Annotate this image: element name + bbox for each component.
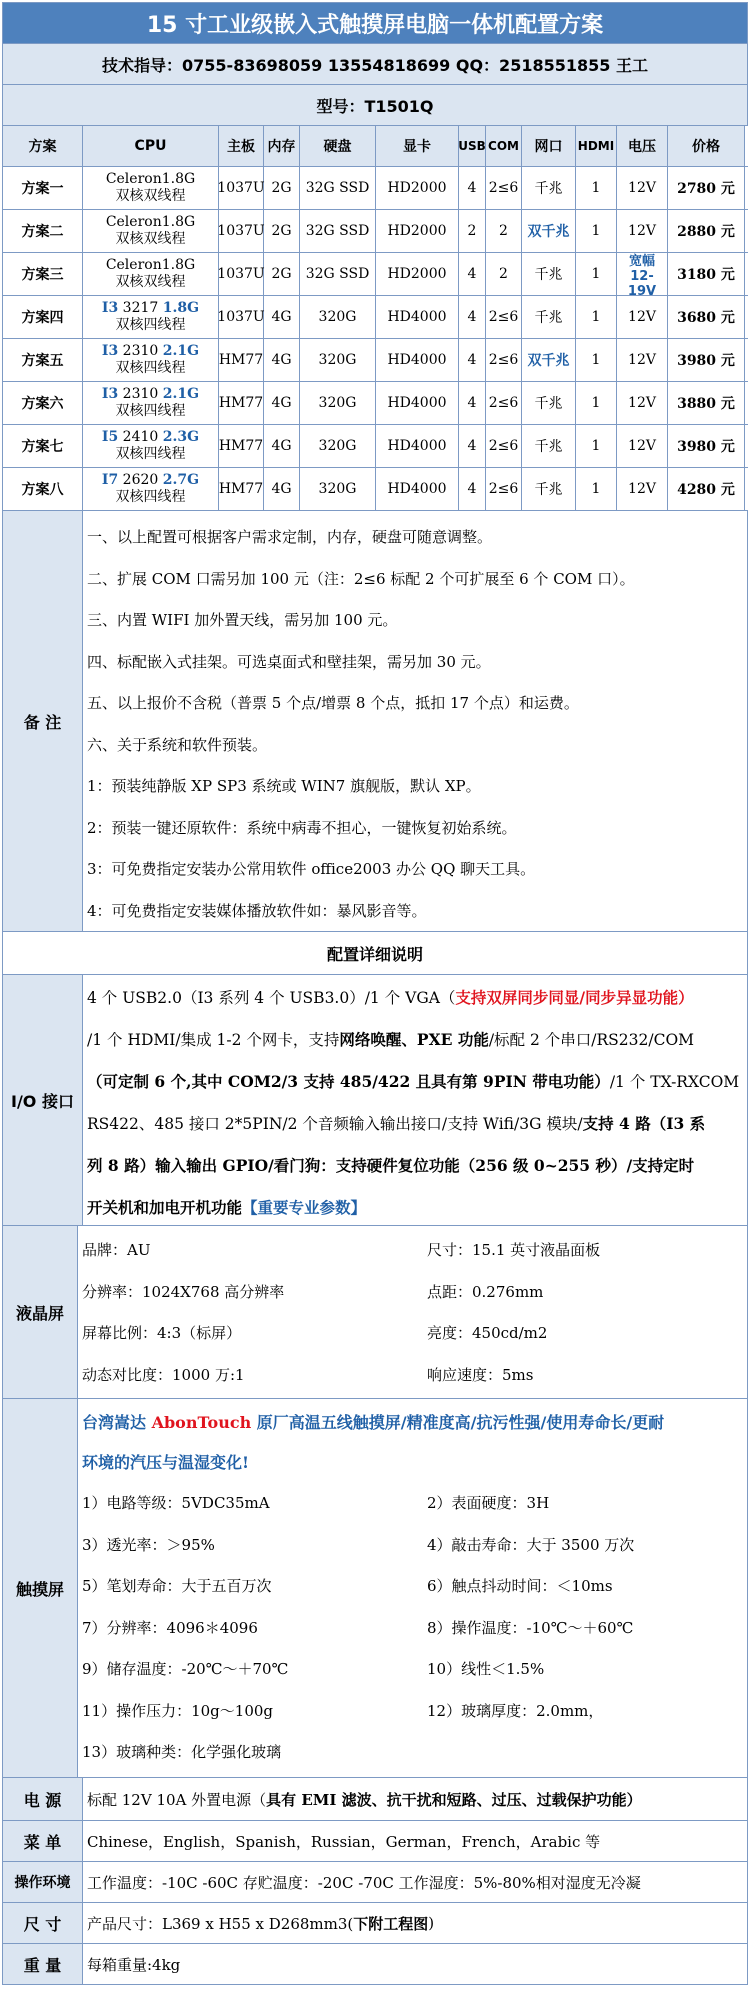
notes-list xyxy=(83,511,748,931)
env-text: 工作温度：-10C -60C 存贮温度：-20C -70C 工作湿度：5%-80%相对湿度无冷凝 xyxy=(83,1862,748,1902)
com-value: 2 xyxy=(486,210,522,252)
lan-value: 双千兆 xyxy=(522,210,576,252)
gpu-value: HD2000 xyxy=(376,210,459,252)
table-row xyxy=(3,425,748,468)
header-cpu: CPU xyxy=(83,126,219,166)
cpu-cell xyxy=(83,382,219,424)
lan-value: 千兆 xyxy=(522,296,576,338)
io-text-3-end: /1 个 TX-RXCOM xyxy=(609,1073,740,1091)
disk-value: 320G xyxy=(300,296,376,338)
plan-name: 方案四 xyxy=(3,296,83,338)
price-value: 3180 元 xyxy=(668,253,745,295)
board-value: HM77 xyxy=(219,468,264,510)
touch-head-2: 原厂高温五线触摸屏/精准度高/抗污性强/使用寿命长/更耐 xyxy=(251,1413,665,1432)
touch-spec: 7）分辨率：4096＊4096 xyxy=(82,1618,258,1637)
env-label: 操作环境 xyxy=(3,1862,83,1902)
notes-row xyxy=(3,511,748,932)
hdmi-value: 1 xyxy=(576,382,617,424)
hdmi-value: 1 xyxy=(576,296,617,338)
ram-value: 4G xyxy=(264,296,300,338)
plan-name: 方案五 xyxy=(3,339,83,381)
disk-value: 320G xyxy=(300,425,376,467)
cpu-cell xyxy=(83,253,219,295)
note-item: 2：预装一键还原软件：系统中病毒不担心，一键恢复初始系统。 xyxy=(87,818,517,837)
touch-brand: AbonTouch xyxy=(151,1413,252,1432)
header-lan: 网口 xyxy=(522,126,576,166)
com-value: 2≤6 xyxy=(486,339,522,381)
gpu-value: HD4000 xyxy=(376,296,459,338)
io-content xyxy=(83,975,748,1225)
hdmi-value: 1 xyxy=(576,253,617,295)
lan-value: 双千兆 xyxy=(522,339,576,381)
header-ram: 内存 xyxy=(264,126,300,166)
hdmi-value: 1 xyxy=(576,468,617,510)
touch-spec: 5）笔划寿命：大于五百万次 xyxy=(82,1577,272,1595)
power-text-bold: 具有 EMI 滤波、抗干扰和短路、过压、过载保护功能 xyxy=(266,1790,627,1809)
gpu-value: HD2000 xyxy=(376,167,459,209)
gpu-value: HD4000 xyxy=(376,425,459,467)
header-price: 价格 xyxy=(668,126,745,166)
cpu-threads: 双核双线程 xyxy=(115,188,186,204)
lan-value: 千兆 xyxy=(522,167,576,209)
cpu-number: Celeron1.8G xyxy=(105,257,196,273)
cpu-cell xyxy=(83,167,219,209)
ram-value: 4G xyxy=(264,339,300,381)
voltage-value: 12V xyxy=(617,468,668,510)
contact-row xyxy=(3,44,748,85)
size-text xyxy=(83,1903,748,1943)
hdmi-value: 1 xyxy=(576,167,617,209)
io-text-power-on: 开关机和加电开机功能 xyxy=(87,1198,243,1217)
menu-label: 菜 单 xyxy=(3,1821,83,1861)
note-item: 二、扩展 COM 口需另加 100 元（注：2≤6 标配 2 个可扩展至 6 个 COM 口）。 xyxy=(87,569,635,588)
cpu-model xyxy=(102,386,199,403)
cpu-frequency: 1.8G xyxy=(162,300,200,316)
touch-head-3: 环境的汽压与温湿变化! xyxy=(82,1453,250,1472)
price-value: 4280 元 xyxy=(668,468,745,510)
io-label: I/O 接口 xyxy=(3,975,83,1225)
power-row xyxy=(3,1778,748,1821)
table-row xyxy=(3,210,748,253)
price-value: 2780 元 xyxy=(668,167,745,209)
cpu-frequency: 2.7G xyxy=(162,472,200,488)
board-value: 1037U xyxy=(219,296,264,338)
header-com: COM xyxy=(486,126,522,166)
usb-value: 4 xyxy=(459,425,486,467)
board-value: 1037U xyxy=(219,167,264,209)
io-text-1-end: ） xyxy=(678,988,694,1007)
menu-row xyxy=(3,1821,748,1862)
cpu-threads: 双核四线程 xyxy=(115,317,186,333)
contact-info: 技术指导：0755-83698059 13554818699 QQ：2518551855 王工 xyxy=(3,44,748,84)
cpu-number: 2410 xyxy=(118,429,163,445)
touch-spec: 12）玻璃厚度：2.0mm， xyxy=(427,1701,604,1720)
cpu-threads: 双核四线程 xyxy=(115,446,186,462)
table-row xyxy=(3,167,748,210)
ram-value: 2G xyxy=(264,167,300,209)
io-text-important: 【重要专业参数】 xyxy=(242,1198,367,1217)
disk-value: 320G xyxy=(300,382,376,424)
table-row xyxy=(3,339,748,382)
hdmi-value: 1 xyxy=(576,210,617,252)
board-value: 1037U xyxy=(219,253,264,295)
touch-label: 触摸屏 xyxy=(3,1399,78,1777)
usb-value: 4 xyxy=(459,339,486,381)
disk-value: 32G SSD xyxy=(300,167,376,209)
cpu-frequency: 2.3G xyxy=(162,429,200,445)
lcd-row xyxy=(3,1226,748,1399)
plan-name: 方案三 xyxy=(3,253,83,295)
title-row xyxy=(3,3,748,44)
io-text-dual-screen: 支持双屏同步同显/同步异显功能 xyxy=(455,988,679,1007)
ram-value: 2G xyxy=(264,210,300,252)
table-row xyxy=(3,468,748,511)
cpu-cell xyxy=(83,425,219,467)
lcd-spec-grid xyxy=(78,1226,747,1400)
cpu-series: I7 xyxy=(101,472,119,488)
cpu-cell xyxy=(83,210,219,252)
ram-value: 2G xyxy=(264,253,300,295)
cpu-threads: 双核双线程 xyxy=(115,274,186,290)
board-value: HM77 xyxy=(219,382,264,424)
power-text-1: 标配 12V 10A 外置电源（ xyxy=(87,1790,267,1809)
table-row xyxy=(3,296,748,339)
cpu-series: I5 xyxy=(101,429,119,445)
note-item: 四、标配嵌入式挂架。可选桌面式和壁挂架，需另加 30 元。 xyxy=(87,652,491,671)
disk-value: 32G SSD xyxy=(300,253,376,295)
size-text-bold: 下附工程图 xyxy=(353,1914,429,1933)
cpu-cell xyxy=(83,339,219,381)
model-row xyxy=(3,85,748,126)
table-row xyxy=(3,253,748,299)
touch-spec xyxy=(427,1732,747,1774)
touch-spec-grid xyxy=(78,1483,747,1778)
cpu-number: 2310 xyxy=(118,386,163,402)
lcd-spec: 尺寸：15.1 英寸液晶面板 xyxy=(427,1241,601,1259)
touch-row xyxy=(3,1399,748,1778)
touch-spec: 13）玻璃种类：化学强化玻璃 xyxy=(82,1743,282,1761)
board-value: HM77 xyxy=(219,339,264,381)
plan-name: 方案二 xyxy=(3,210,83,252)
cpu-number: Celeron1.8G xyxy=(105,214,196,230)
note-item: 3：可免费指定安装办公常用软件 office2003 办公 QQ 聊天工具。 xyxy=(87,860,536,878)
size-label: 尺 寸 xyxy=(3,1903,83,1943)
cpu-series: I3 xyxy=(101,386,119,402)
voltage-value: 12V xyxy=(617,425,668,467)
note-item: 五、以上报价不含税（普票 5 个点/增票 8 个点，抵扣 17 个点）和运费。 xyxy=(87,694,579,712)
ram-value: 4G xyxy=(264,468,300,510)
header-board: 主板 xyxy=(219,126,264,166)
notes-label: 备 注 xyxy=(3,511,83,931)
ram-value: 4G xyxy=(264,425,300,467)
gpu-value: HD2000 xyxy=(376,253,459,295)
price-value: 3880 元 xyxy=(668,382,745,424)
power-label: 电 源 xyxy=(3,1778,83,1820)
usb-value: 4 xyxy=(459,296,486,338)
lcd-spec: 响应速度：5ms xyxy=(427,1365,534,1384)
weight-text: 每箱重量:4kg xyxy=(83,1944,748,1984)
cpu-number: 3217 xyxy=(118,300,163,316)
hdmi-value: 1 xyxy=(576,425,617,467)
touch-spec: 1）电路等级：5VDC35mA xyxy=(82,1494,270,1512)
note-item: 六、关于系统和软件预装。 xyxy=(87,735,268,754)
header-plan: 方案 xyxy=(3,126,83,166)
cpu-model xyxy=(102,300,199,317)
header-usb: USB xyxy=(459,126,486,166)
header-disk: 硬盘 xyxy=(300,126,376,166)
lcd-label: 液晶屏 xyxy=(3,1226,78,1398)
note-item: 一、以上配置可根据客户需求定制，内存，硬盘可随意调整。 xyxy=(87,528,493,546)
hdmi-value: 1 xyxy=(576,339,617,381)
weight-row xyxy=(3,1944,748,1985)
touch-spec: 2）表面硬度：3H xyxy=(427,1494,550,1512)
gpu-value: HD4000 xyxy=(376,339,459,381)
cpu-number: 2620 xyxy=(118,472,163,488)
io-text-com-custom: （可定制 6 个,其中 COM2/3 支持 485/422 且具有第 9PIN 带电功能） xyxy=(87,1072,610,1091)
io-row xyxy=(3,975,748,1226)
lcd-spec: 动态对比度：1000 万:1 xyxy=(82,1365,245,1384)
lan-value: 千兆 xyxy=(522,253,576,295)
cpu-cell xyxy=(83,296,219,338)
io-text-4: RS422、485 接口 2*5PIN/2 个音频输入输出接口/支持 Wifi/3G 模块/ xyxy=(87,1115,583,1133)
com-value: 2≤6 xyxy=(486,468,522,510)
note-item: 4：可免费指定安装媒体播放软件如：暴风影音等。 xyxy=(87,901,427,920)
table-header-row xyxy=(3,126,748,167)
voltage-value: 12V xyxy=(617,382,668,424)
detail-title: 配置详细说明 xyxy=(3,932,748,974)
cpu-model xyxy=(106,257,195,274)
board-value: 1037U xyxy=(219,210,264,252)
usb-value: 4 xyxy=(459,382,486,424)
weight-label: 重 量 xyxy=(3,1944,83,1984)
env-row xyxy=(3,1862,748,1903)
lan-value: 千兆 xyxy=(522,382,576,424)
cpu-number: Celeron1.8G xyxy=(105,171,196,187)
io-text-gpio-1: 支持 4 路（I3 系 xyxy=(582,1114,706,1133)
cpu-number: 2310 xyxy=(118,343,163,359)
cpu-model xyxy=(102,429,199,446)
disk-value: 320G xyxy=(300,339,376,381)
cpu-frequency: 2.1G xyxy=(162,343,200,359)
touch-headline xyxy=(78,1399,747,1483)
size-text-1: 产品尺寸：L369 x H55 x D268mm3( xyxy=(87,1914,354,1933)
disk-value: 320G xyxy=(300,468,376,510)
cpu-series: I3 xyxy=(101,300,119,316)
usb-value: 4 xyxy=(459,468,486,510)
touch-spec: 4）敲击寿命：大于 3500 万次 xyxy=(427,1535,635,1554)
board-value: HM77 xyxy=(219,425,264,467)
lcd-spec: 亮度：450cd/m2 xyxy=(427,1324,548,1342)
table-body xyxy=(3,167,748,511)
cpu-model xyxy=(102,472,199,489)
price-value: 3980 元 xyxy=(668,425,745,467)
cpu-threads: 双核四线程 xyxy=(115,360,186,376)
note-item: 三、内置 WIFI 加外置天线，需另加 100 元。 xyxy=(87,611,398,629)
price-value: 3980 元 xyxy=(668,339,745,381)
lcd-spec: 分辨率：1024X768 高分辨率 xyxy=(82,1282,285,1301)
cpu-frequency: 2.1G xyxy=(162,386,200,402)
cpu-model xyxy=(102,343,199,360)
power-text xyxy=(83,1778,748,1820)
touch-spec: 3）透光率：＞95% xyxy=(82,1535,215,1554)
gpu-value: HD4000 xyxy=(376,382,459,424)
io-text-2-end: /标配 2 个串口/RS232/COM xyxy=(488,1031,695,1049)
touch-spec: 11）操作压力：10g～100g xyxy=(82,1701,274,1720)
plan-name: 方案六 xyxy=(3,382,83,424)
table-row xyxy=(3,382,748,425)
lcd-spec: 屏幕比例：4:3（标屏） xyxy=(82,1324,242,1342)
size-text-end: ) xyxy=(428,1914,435,1932)
cpu-threads: 双核四线程 xyxy=(115,489,186,505)
header-hdmi: HDMI xyxy=(576,126,617,166)
cpu-series: I3 xyxy=(101,343,119,359)
plan-name: 方案七 xyxy=(3,425,83,467)
io-text-1: 4 个 USB2.0（I3 系列 4 个 USB3.0）/1 个 VGA（ xyxy=(87,989,456,1007)
lcd-content xyxy=(78,1226,748,1398)
touch-spec: 8）操作温度：-10℃～＋60℃ xyxy=(427,1618,634,1637)
config-table xyxy=(3,126,748,511)
usb-value: 4 xyxy=(459,167,486,209)
lan-value: 千兆 xyxy=(522,468,576,510)
usb-value: 2 xyxy=(459,210,486,252)
usb-value: 4 xyxy=(459,253,486,295)
cpu-model xyxy=(106,171,195,188)
gpu-value: HD4000 xyxy=(376,468,459,510)
voltage-value: 12V xyxy=(617,296,668,338)
cpu-threads: 双核四线程 xyxy=(115,403,186,419)
menu-text: Chinese，English，Spanish，Russian，German，French，Arabic 等 xyxy=(83,1821,748,1861)
io-text-wake-pxe: 网络唤醒、PXE 功能 xyxy=(339,1030,489,1049)
lan-value: 千兆 xyxy=(522,425,576,467)
touch-spec: 6）触点抖动时间：＜10ms xyxy=(427,1577,613,1595)
voltage-value: 12V xyxy=(617,167,668,209)
price-value: 3680 元 xyxy=(668,296,745,338)
page-title: 15 寸工业级嵌入式触摸屏电脑一体机配置方案 xyxy=(3,3,748,43)
touch-content xyxy=(78,1399,748,1777)
cpu-model xyxy=(106,214,195,231)
header-volt: 电压 xyxy=(617,126,668,166)
disk-value: 32G SSD xyxy=(300,210,376,252)
io-text-gpio-2: 列 8 路）输入输出 GPIO/看门狗：支持硬件复位功能（256 级 0~255 秒）/支持定时 xyxy=(87,1156,695,1175)
touch-spec: 10）线性＜1.5% xyxy=(427,1660,545,1678)
detail-title-row xyxy=(3,932,748,975)
plan-name: 方案八 xyxy=(3,468,83,510)
config-sheet xyxy=(2,2,748,1985)
touch-head-1: 台湾嵩达 xyxy=(82,1413,152,1432)
com-value: 2≤6 xyxy=(486,382,522,424)
lcd-spec: 点距：0.276mm xyxy=(427,1282,544,1301)
ram-value: 4G xyxy=(264,382,300,424)
com-value: 2 xyxy=(486,253,522,295)
com-value: 2≤6 xyxy=(486,167,522,209)
com-value: 2≤6 xyxy=(486,296,522,338)
size-row xyxy=(3,1903,748,1944)
model-label: 型号：T1501Q xyxy=(3,85,748,125)
cpu-threads: 双核双线程 xyxy=(115,231,186,247)
voltage-value: 宽幅 12-19V xyxy=(617,253,668,295)
com-value: 2≤6 xyxy=(486,425,522,467)
io-text-2: /1 个 HDMI/集成 1-2 个网卡，支持 xyxy=(87,1031,340,1049)
lcd-spec: 品牌：AU xyxy=(82,1241,151,1259)
voltage-value: 12V xyxy=(617,210,668,252)
touch-spec: 9）储存温度：-20℃～＋70℃ xyxy=(82,1660,289,1678)
plan-name: 方案一 xyxy=(3,167,83,209)
header-gpu: 显卡 xyxy=(376,126,459,166)
note-item: 1：预装纯静版 XP SP3 系统或 WIN7 旗舰版，默认 XP。 xyxy=(87,777,481,795)
io-text xyxy=(83,975,747,1231)
voltage-value: 12V xyxy=(617,339,668,381)
price-value: 2880 元 xyxy=(668,210,745,252)
cpu-cell xyxy=(83,468,219,510)
power-text-end: ） xyxy=(626,1790,642,1809)
